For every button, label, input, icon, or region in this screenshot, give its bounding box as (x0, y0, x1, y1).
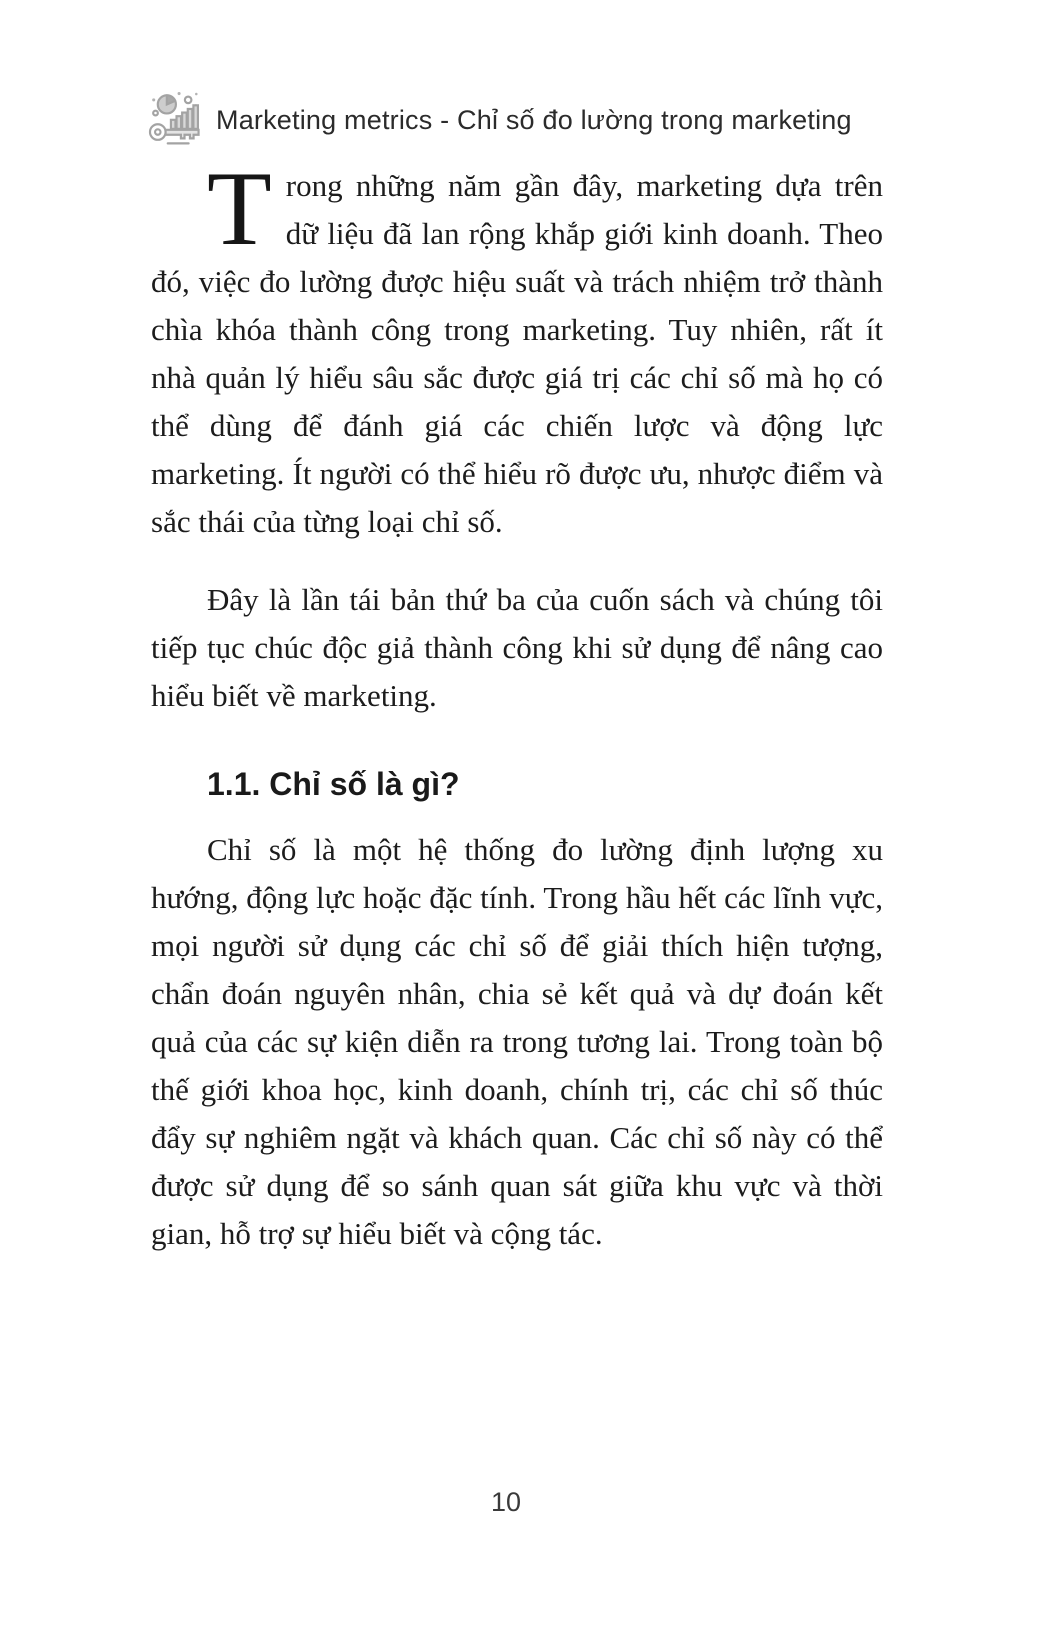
paragraph-metric-definition: Chỉ số là một hệ thống đo lường định lượng xu hướng, động lực hoặc đặc tính. Trong hầu hết các lĩnh vực, mọi người sử dụng các chỉ số để giải thích hiện tượng, chẩn đoán nguyên nhân, chia sẻ kết quả và dự đoán kết quả của các sự kiện diễn ra trong tương lai. Trong toàn bộ thế giới khoa học, kinh doanh, chính trị, các chỉ số thúc đẩy sự nghiêm ngặt và khách quan. Các chỉ số này có thể được sử dụng để so sánh quan sát giữa khu vực và thời gian, hỗ trợ sự hiểu biết và cộng tác. (151, 832, 883, 1251)
marketing-analytics-icon (146, 88, 204, 153)
paragraph-intro (151, 150, 883, 546)
paragraph-edition-note: Đây là lần tái bản thứ ba của cuốn sách và chúng tôi tiếp tục chúc độc giả thành công khi sử dụng để nâng cao hiểu biết về marketing. (151, 582, 883, 713)
paragraph-intro-text: rong những năm gần đây, marketing dựa trên dữ liệu đã lan rộng khắp giới kinh doanh. Theo đó, việc đo lường được hiệu suất và trách nhiệm trở thành chìa khóa thành công trong marketing. Tuy nhiên, rất ít nhà quản lý hiểu sâu sắc được giá trị các chỉ số mà họ có thể dùng để đánh giá các chiến lược và động lực marketing. Ít người có thể hiểu rõ được ưu, nhược điểm và sắc thái của từng loại chỉ số. (151, 168, 883, 539)
running-header-title: Marketing metrics - Chỉ số đo lường trong marketing (216, 105, 852, 135)
section-heading-1-1: 1.1. Chỉ số là gì? (207, 766, 460, 802)
page-number: 10 (490, 1487, 522, 1517)
body-text-column (151, 150, 883, 1258)
page-header (146, 88, 852, 153)
drop-cap: T (207, 150, 272, 267)
